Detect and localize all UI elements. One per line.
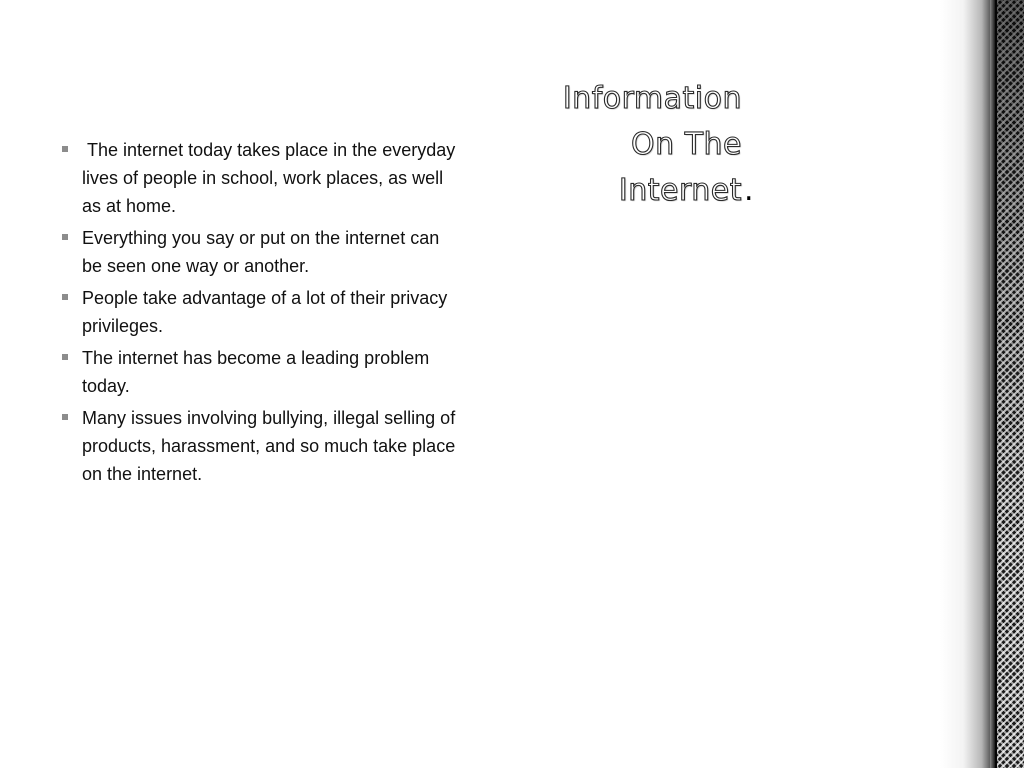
square-bullet-icon [62, 146, 68, 152]
square-bullet-icon [62, 294, 68, 300]
bullet-text: People take advantage of a lot of their privacy privileges. [82, 288, 448, 336]
title-period: . [743, 173, 754, 208]
bullet-text: Everything you say or put on the internet can be seen one way or another. [82, 228, 440, 276]
square-bullet-icon [62, 234, 68, 240]
square-bullet-icon [62, 354, 68, 360]
square-bullet-icon [62, 414, 68, 420]
bullet-text: The internet today takes place in the everyday lives of people in school, work places, as well as at home. [82, 140, 461, 216]
bullet-text: The internet has become a leading problem today. [82, 348, 430, 396]
side-shadow [940, 0, 992, 768]
bullet-item [58, 136, 461, 220]
side-band-pattern [997, 0, 1024, 768]
title-line-1: Information [562, 81, 742, 116]
bullet-item [58, 224, 458, 280]
bullet-item [58, 404, 458, 488]
bullet-item [58, 344, 458, 400]
bullet-text: Many issues involving bullying, illegal selling of products, harassment, and so much take place on the internet. [82, 408, 456, 484]
side-band-edge [990, 0, 995, 768]
bullet-list [58, 136, 461, 492]
slide-title [520, 76, 754, 214]
title-line-3: Internet [618, 173, 742, 208]
title-line-2: On The [631, 127, 742, 162]
decorative-side-band [990, 0, 1024, 768]
bullet-item [58, 284, 458, 340]
